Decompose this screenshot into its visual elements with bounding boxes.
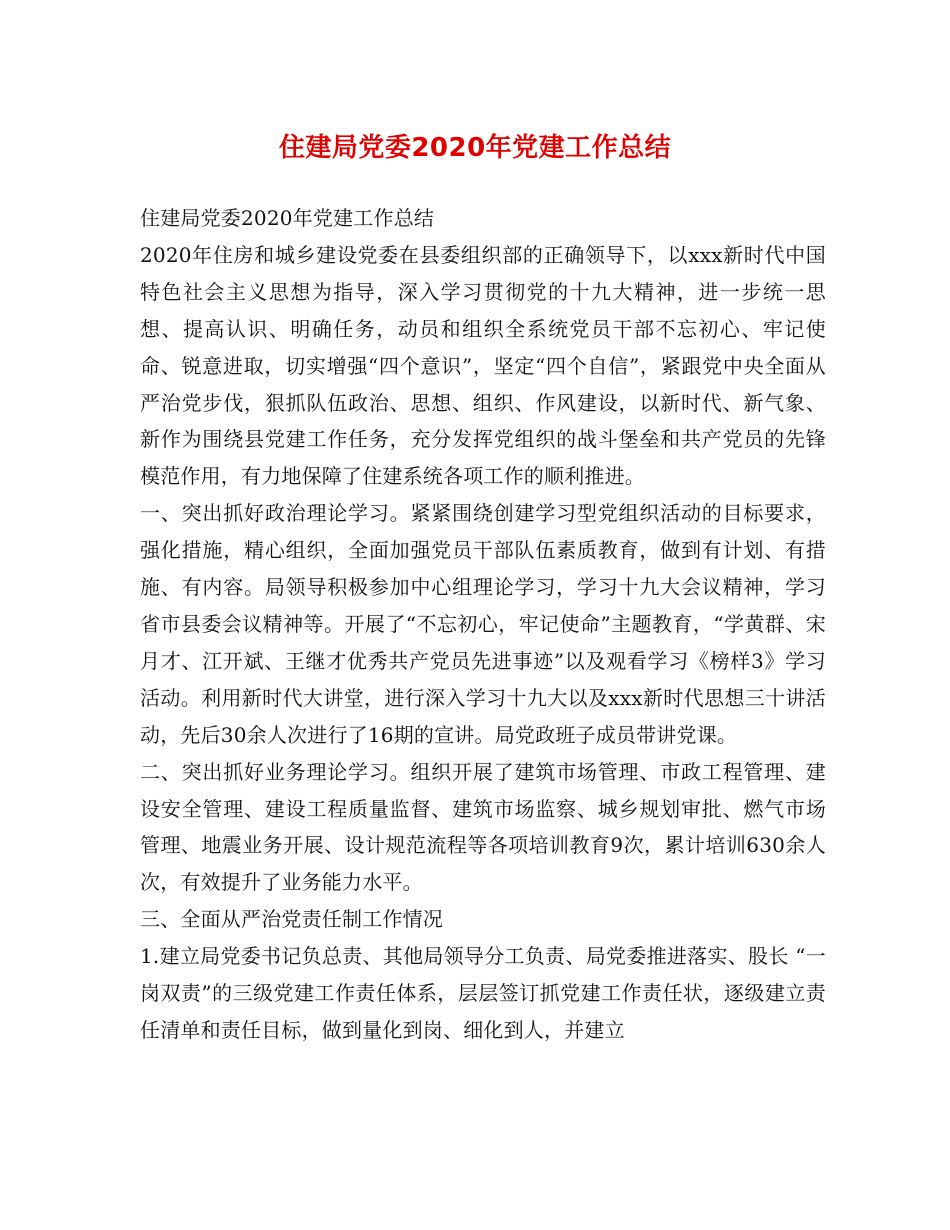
paragraph-section-2: 二、突出抓好业务理论学习。组织开展了建筑市场管理、市政工程管理、建设安全管理、建设工程质量监督、建筑市场监察、城乡规划审批、燃气市场管理、地震业务开展、设计规范流程等各项培训教育9次，累计培训630余人次，有效提升了业务能力水平。 — [140, 759, 826, 895]
document-body — [140, 200, 826, 1049]
paragraph-subtitle: 住建局党委2020年党建工作总结 — [140, 206, 435, 230]
document-title: 住建局党委2020年党建工作总结 — [278, 133, 672, 163]
paragraph-intro: 2020年住房和城乡建设党委在县委组织部的正确领导下，以xxx新时代中国特色社会主义思想为指导，深入学习贯彻党的十九大精神，进一步统一思想、提高认识、明确任务，动员和组织全系统党员干部不忘初心、牢记使命、锐意进取，切实增强“四个意识”，坚定“四个自信”，紧跟党中央全面从严治党步伐，狠抓队伍政治、思想、组织、作风建设，以新时代、新气象、新作为围绕县党建工作任务，充分发挥党组织的战斗堡垒和共产党员的先锋模范作用，有力地保障了住建系统各项工作的顺利推进。 — [140, 242, 826, 489]
paragraph-section-1: 一、突出抓好政治理论学习。紧紧围绕创建学习型党组织活动的目标要求，强化措施，精心组织，全面加强党员干部队伍素质教育，做到有计划、有措施、有内容。局领导积极参加中心组理论学习，学习十九大会议精神，学习省市县委会议精神等。开展了“不忘初心，牢记使命”主题教育，“学黄群、宋月才、江开斌、王继才优秀共产党员先进事迹”以及观看学习《榜样3》学习活动。利用新时代大讲堂，进行深入学习十九大以及xxx新时代思想三十讲活动，先后30余人次进行了16期的宣讲。局党政班子成员带讲党课。 — [140, 501, 826, 747]
paragraph-section-3-heading: 三、全面从严治党责任制工作情况 — [140, 907, 443, 932]
paragraph-section-3-item-1: 1.建立局党委书记负总责、其他局领导分工负责、局党委推进落实、股长 “一岗双责”的三级党建工作责任体系，层层签订抓党建工作责任状，逐级建立责任清单和责任目标，做到量化到岗、细化到人，并建立 — [140, 944, 826, 1042]
